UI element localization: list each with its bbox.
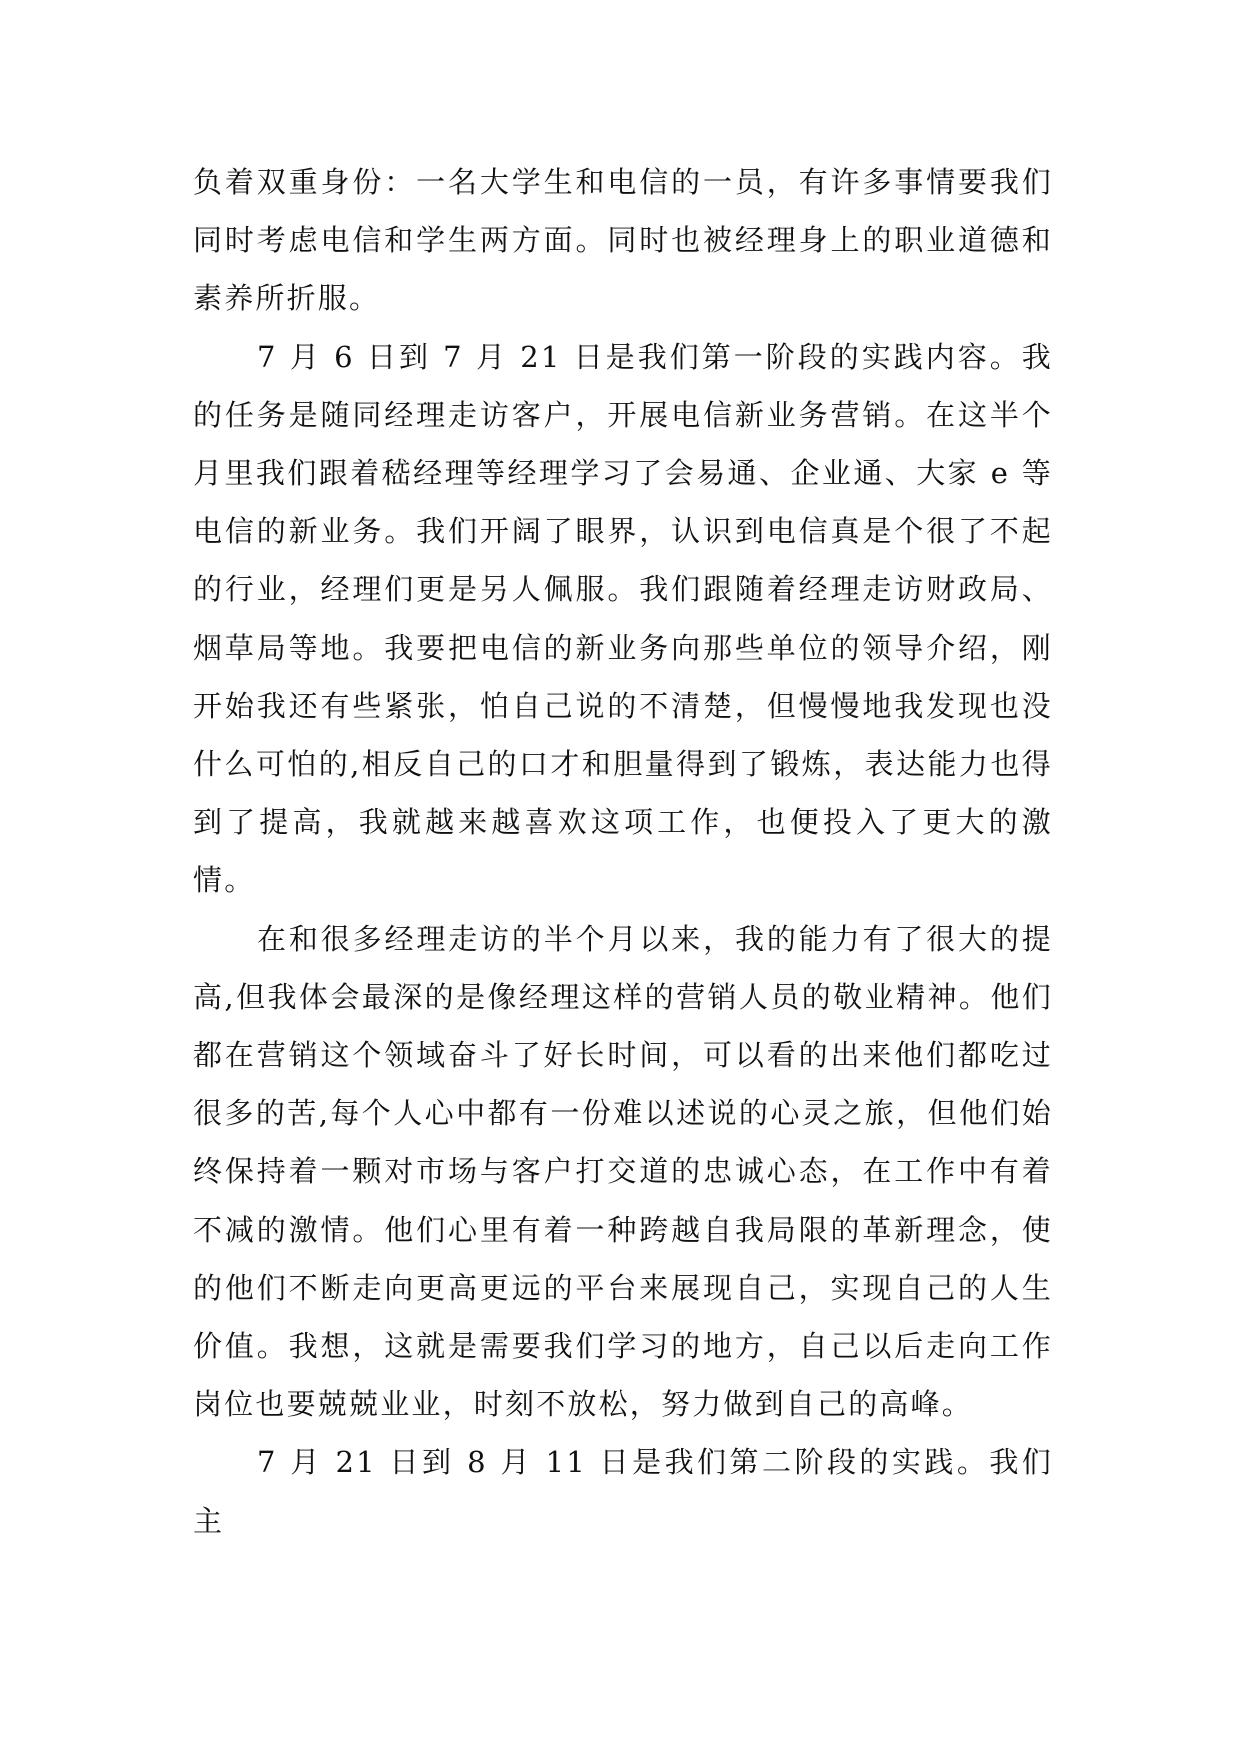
paragraph-reflection: 在和很多经理走访的半个月以来，我的能力有了很大的提高,但我体会最深的是像经理这样的营销人员的敬业精神。他们都在营销这个领域奋斗了好长时间，可以看的出来他们都吃过很多的苦,每个人心中都有一份难以述说的心灵之旅，但他们始终保持着一颗对市场与客户打交道的忠诚心态，在工作中有着不减的激情。他们心里有着一种跨越自我局限的革新理念，使的他们不断走向更高更远的平台来展现自己，实现自己的人生价值。我想，这就是需要我们学习的地方，自己以后走向工作岗位也要兢兢业业，时刻不放松，努力做到自己的高峰。 bbox=[193, 921, 1053, 1422]
paragraph-continuation: 负着双重身份：一名大学生和电信的一员，有许多事情要我们同时考虑电信和学生两方面。同时也被经理身上的职业道德和素养所折服。 bbox=[193, 165, 1053, 316]
paragraph-first-stage: 7 月 6 日到 7 月 21 日是我们第一阶段的实践内容。我的任务是随同经理走访客户，开展电信新业务营销。在这半个月里我们跟着嵇经理等经理学习了会易通、企业通、大家 e 等电信的新业务。我们开阔了眼界，认识到电信真是个很了不起的行业，经理们更是另人佩服。我们跟随着经理走访财政局、烟草局等地。我要把电信的新业务向那些单位的领导介绍，刚开始我还有些紧张，怕自己说的不清楚，但慢慢地我发现也没什么可怕的,相反自己的口才和胆量得到了锻炼，表达能力也得到了提高，我就越来越喜欢这项工作，也便投入了更大的激情。 bbox=[193, 339, 1053, 898]
document-body bbox=[193, 153, 1053, 1550]
paragraph-second-stage: 7 月 21 日到 8 月 11 日是我们第二阶段的实践。我们主 bbox=[193, 1445, 1053, 1538]
